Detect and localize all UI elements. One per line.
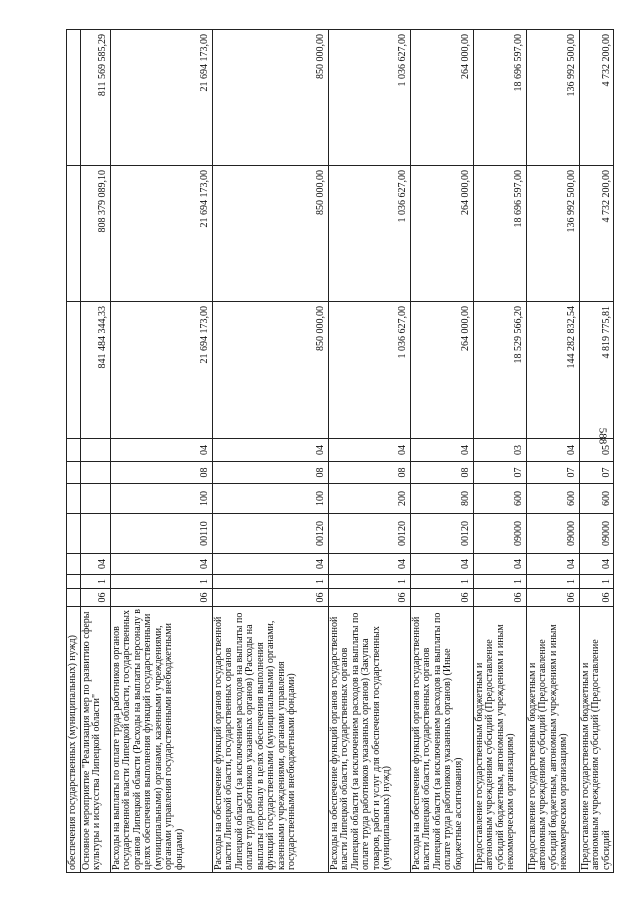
code-subprogram: 1 [80, 575, 110, 589]
code-gp: 06 [328, 589, 410, 607]
row-description: Расходы на выплаты по оплате труда работников органов государственной власти Липецкой области, государственных органов Липецкой области (Расходы на выплаты персоналу в целях обеспечения выполнения функций государственными (муниципальными) органами, казенными учреждениями, органами управления государственными внебюджетными фондами) [110, 607, 212, 873]
code-direction: 00110 [110, 514, 212, 554]
code-gp: 06 [526, 589, 579, 607]
amount-year-3: 850 000,00 [212, 30, 328, 166]
code-subprogram: 1 [473, 575, 526, 589]
row-description: Основное мероприятие "Реализация мер по развитию сферы культуры и искусства Липецкой области" [80, 607, 110, 873]
code-subsection: 05 [579, 439, 614, 462]
code-subprogram: 1 [410, 575, 473, 589]
amount-year-2 [67, 166, 81, 302]
code-subsection: 04 [410, 439, 473, 462]
code-main-event: 04 [110, 554, 212, 575]
code-subprogram: 1 [328, 575, 410, 589]
code-section [80, 462, 110, 484]
code-direction [67, 514, 81, 554]
code-main-event: 04 [473, 554, 526, 575]
code-subsection [67, 439, 81, 462]
code-gp: 06 [473, 589, 526, 607]
amount-year-2: 808 379 089,10 [80, 166, 110, 302]
row-description: Предоставление государственным бюджетным и автономным учреждениям субсидий (Предоставление субсидий бюджетным, автономным учреждениям и иным некоммерческим организациям) [526, 607, 579, 873]
amount-year-2: 21 694 173,00 [110, 166, 212, 302]
code-expense-type: 600 [473, 484, 526, 514]
code-section: 07 [526, 462, 579, 484]
amount-year-1: 18 529 566,20 [473, 302, 526, 439]
code-main-event: 04 [579, 554, 614, 575]
budget-table [66, 29, 614, 873]
amount-year-3: 136 992 500,00 [526, 30, 579, 166]
code-main-event: 04 [410, 554, 473, 575]
code-section: 07 [579, 462, 614, 484]
code-main-event: 04 [328, 554, 410, 575]
table-row [328, 30, 410, 873]
amount-year-1: 264 000,00 [410, 302, 473, 439]
amount-year-1: 841 484 344,33 [80, 302, 110, 439]
code-main-event [67, 554, 81, 575]
code-direction: 09000 [579, 514, 614, 554]
code-subsection: 03 [473, 439, 526, 462]
amount-year-2: 264 000,00 [410, 166, 473, 302]
table-row [110, 30, 212, 873]
code-subprogram [67, 575, 81, 589]
code-direction: 09000 [473, 514, 526, 554]
code-expense-type: 100 [212, 484, 328, 514]
amount-year-3: 4 732 200,00 [579, 30, 614, 166]
table-frame [66, 30, 612, 873]
code-section: 08 [328, 462, 410, 484]
code-gp: 06 [110, 589, 212, 607]
table-row [473, 30, 526, 873]
amount-year-1 [67, 302, 81, 439]
rotated-sheet [66, 30, 612, 873]
code-subsection: 04 [526, 439, 579, 462]
amount-year-2: 4 732 200,00 [579, 166, 614, 302]
code-section: 08 [110, 462, 212, 484]
table-row [80, 30, 110, 873]
code-gp: 06 [410, 589, 473, 607]
code-expense-type: 600 [579, 484, 614, 514]
row-description: Предоставление государственным бюджетным и автономным учреждениям субсидий (Предоставление субсидий бюджетным, автономным учреждениям и иным некоммерческим организациям) [473, 607, 526, 873]
row-description: Расходы на обеспечение функций органов государственной власти Липецкой области, государственных органов Липецкой области (за исключением расходов на выплаты по оплате труда работников указанных органов) (Закупка товаров, работ и услуг для обеспечения государственных (муниципальных) нужд) [328, 607, 410, 873]
code-section: 08 [212, 462, 328, 484]
code-expense-type: 100 [110, 484, 212, 514]
amount-year-1: 1 036 627,00 [328, 302, 410, 439]
amount-year-3 [67, 30, 81, 166]
code-section: 07 [473, 462, 526, 484]
code-expense-type: 800 [410, 484, 473, 514]
code-gp: 06 [579, 589, 614, 607]
amount-year-1: 21 694 173,00 [110, 302, 212, 439]
table-row [410, 30, 473, 873]
code-direction: 00120 [212, 514, 328, 554]
amount-year-1: 850 000,00 [212, 302, 328, 439]
amount-year-3: 1 036 627,00 [328, 30, 410, 166]
table-row [579, 30, 614, 873]
code-gp: 06 [212, 589, 328, 607]
code-subsection: 04 [110, 439, 212, 462]
code-direction [80, 514, 110, 554]
code-main-event: 04 [212, 554, 328, 575]
amount-year-3: 18 696 597,00 [473, 30, 526, 166]
page-number: 588 [596, 427, 609, 445]
code-subsection: 04 [212, 439, 328, 462]
table-row [67, 30, 81, 873]
code-section [67, 462, 81, 484]
code-subprogram: 1 [110, 575, 212, 589]
row-description: Предоставление государственным бюджетным и автономным учреждениям субсидий (Предоставление субсидий [579, 607, 614, 873]
code-subprogram: 1 [526, 575, 579, 589]
amount-year-3: 264 000,00 [410, 30, 473, 166]
code-subsection: 04 [328, 439, 410, 462]
amount-year-1: 144 282 832,54 [526, 302, 579, 439]
table-row [212, 30, 328, 873]
amount-year-2: 18 696 597,00 [473, 166, 526, 302]
code-gp: 06 [80, 589, 110, 607]
amount-year-2: 1 036 627,00 [328, 166, 410, 302]
code-subprogram: 1 [212, 575, 328, 589]
code-expense-type: 200 [328, 484, 410, 514]
amount-year-1: 4 819 775,81 [579, 302, 614, 439]
code-section: 08 [410, 462, 473, 484]
amount-year-3: 811 569 585,29 [80, 30, 110, 166]
code-direction: 00120 [328, 514, 410, 554]
code-expense-type: 600 [526, 484, 579, 514]
row-description: Расходы на обеспечение функций органов государственной власти Липецкой области, государственных органов Липецкой области (за исключением расходов на выплаты по оплате труда работников указанных органов) (Иные бюджетные ассигнования) [410, 607, 473, 873]
code-direction: 00120 [410, 514, 473, 554]
amount-year-3: 21 694 173,00 [110, 30, 212, 166]
code-expense-type [80, 484, 110, 514]
amount-year-2: 850 000,00 [212, 166, 328, 302]
code-main-event: 04 [526, 554, 579, 575]
row-description: Расходы на обеспечение функций органов государственной власти Липецкой области, государственных органов Липецкой области (за исключением расходов на выплаты по оплате труда работников указанных органов) (Расходы на выплаты персоналу в целях обеспечения выполнения функций государственными (муниципальными) органами, казенными учреждениями, органами управления государственными внебюджетными фондами) [212, 607, 328, 873]
code-subprogram: 1 [579, 575, 614, 589]
code-gp [67, 589, 81, 607]
code-main-event: 04 [80, 554, 110, 575]
code-expense-type [67, 484, 81, 514]
table-row [526, 30, 579, 873]
amount-year-2: 136 992 500,00 [526, 166, 579, 302]
row-description: обеспечения государственных (муниципальных) нужд) [67, 607, 81, 873]
code-subsection [80, 439, 110, 462]
code-direction: 09000 [526, 514, 579, 554]
